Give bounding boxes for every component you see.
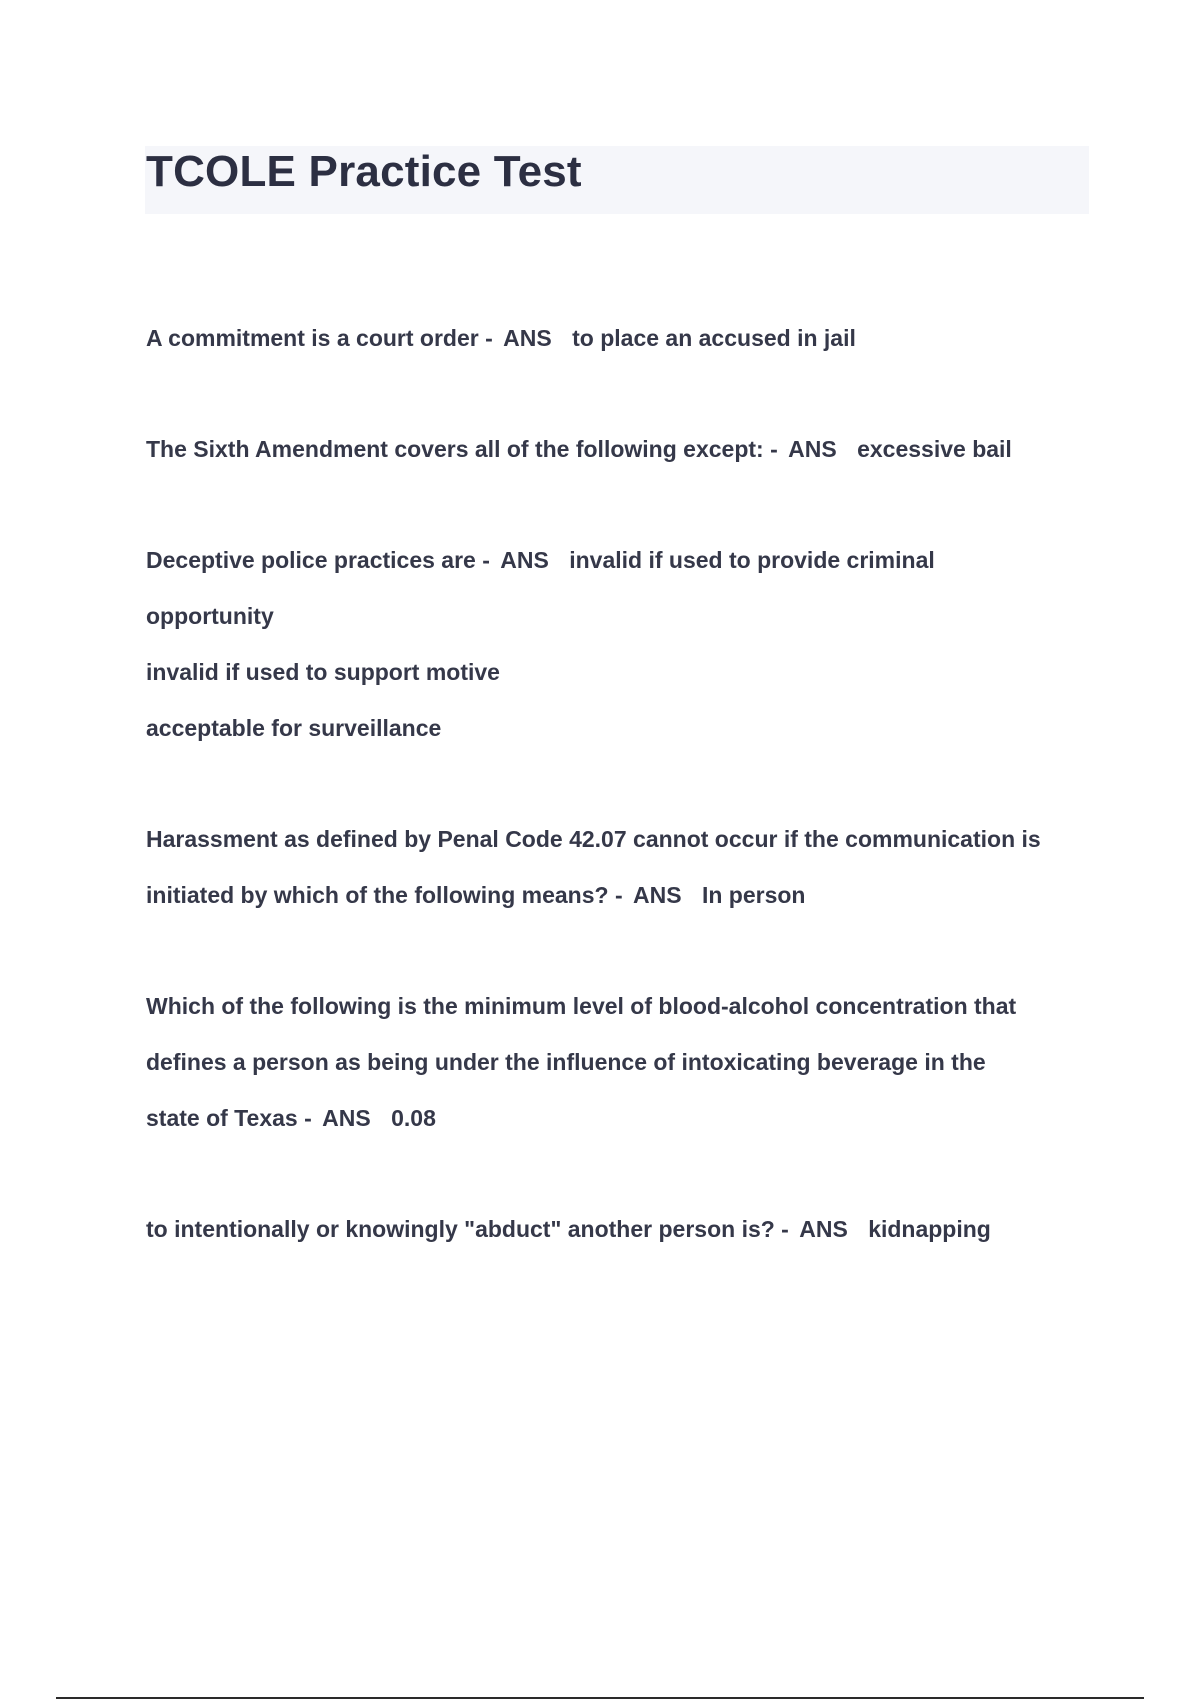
page-title: TCOLE Practice Test [146, 147, 582, 196]
answer-text: to place an accused in jail [572, 325, 856, 351]
page-bottom-rule [56, 1697, 1144, 1699]
ans-label: ANS [788, 436, 837, 462]
ans-label: ANS [500, 547, 549, 573]
qa-item-2 [146, 421, 1012, 477]
question-text: to intentionally or knowingly "abduct" another person is? - [146, 1216, 789, 1242]
ans-label: ANS [503, 325, 552, 351]
answer-text-line-4: acceptable for surveillance [146, 715, 442, 741]
answer-text-line-3: invalid if used to support motive [146, 659, 500, 685]
answer-text: kidnapping [868, 1216, 991, 1242]
question-text-line-2: initiated by which of the following means? - [146, 882, 623, 908]
question-text: A commitment is a court order - [146, 325, 493, 351]
question-text-line-2: defines a person as being under the influence of intoxicating beverage in the [146, 1049, 986, 1075]
qa-item-5 [146, 978, 1016, 1146]
answer-text: In person [701, 882, 806, 908]
question-text-line-1: Harassment as defined by Penal Code 42.07 cannot occur if the communication is [146, 826, 1041, 852]
question-text: The Sixth Amendment covers all of the following except: - [146, 436, 778, 462]
question-text: Deceptive police practices are - [146, 547, 490, 573]
ans-label: ANS [633, 882, 682, 908]
ans-label: ANS [322, 1105, 371, 1131]
qa-item-1 [146, 310, 856, 366]
qa-item-3 [146, 532, 935, 756]
question-text-line-3: state of Texas - [146, 1105, 312, 1131]
question-text-line-1: Which of the following is the minimum level of blood-alcohol concentration that [146, 993, 1017, 1019]
answer-text-line-2: opportunity [146, 603, 274, 629]
qa-item-4 [146, 811, 1041, 923]
ans-label: ANS [799, 1216, 848, 1242]
answer-text-line-1: invalid if used to provide criminal [569, 547, 935, 573]
answer-text: excessive bail [857, 436, 1012, 462]
qa-item-6 [146, 1201, 991, 1257]
answer-text: 0.08 [391, 1105, 436, 1131]
